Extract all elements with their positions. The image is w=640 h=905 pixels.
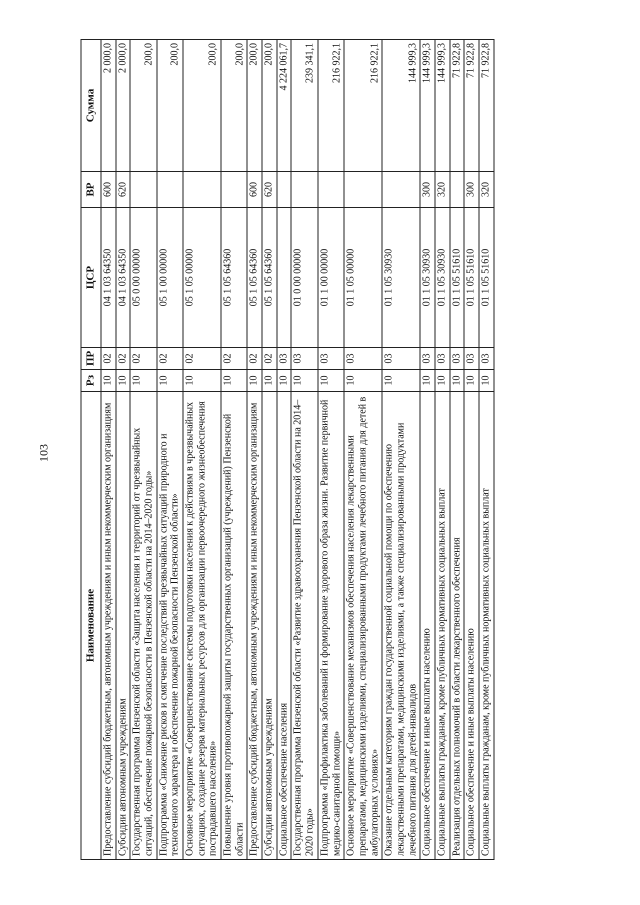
row-rz-cell: 10 [464, 370, 479, 392]
row-csr-cell: 05 1 05 64360 [221, 208, 247, 348]
row-rz-cell: 10 [116, 370, 131, 392]
row-name-cell: Социальные выплаты гражданам, кроме публичных нормативных социальных выплат [435, 392, 450, 860]
row-name-cell: Повышение уровня противопожарной защиты государственных организаций (учреждений) Пензенской области [221, 392, 247, 860]
row-pr-cell: 02 [221, 348, 247, 370]
row-csr-cell: 04 1 03 64350 [116, 208, 131, 348]
row-vr-cell [344, 172, 382, 208]
header-name: Наименование [81, 392, 101, 860]
row-vr-cell [450, 172, 465, 208]
table-row [262, 40, 277, 860]
row-pr-cell: 02 [130, 348, 156, 370]
row-rz-cell: 10 [247, 370, 262, 392]
row-sum-cell: 200,0 [183, 40, 221, 172]
row-csr-cell: 01 1 05 51610 [479, 208, 494, 348]
row-sum-cell: 200,0 [130, 40, 156, 172]
row-vr-cell [291, 172, 317, 208]
table-row [221, 40, 247, 860]
row-vr-cell [221, 172, 247, 208]
row-rz-cell: 10 [318, 370, 344, 392]
row-name-cell: Государственная программа Пензенской области «Развитие здравоохранения Пензенской области на 2014–2020 годы» [291, 392, 317, 860]
row-name-cell: Предоставление субсидий бюджетным, автономным учреждениям и иным некоммерческим организациям [101, 392, 116, 860]
row-sum-cell: 144 999,3 [382, 40, 420, 172]
row-csr-cell: 04 1 03 64350 [101, 208, 116, 348]
row-rz-cell: 10 [101, 370, 116, 392]
row-vr-cell: 620 [262, 172, 277, 208]
row-pr-cell: 03 [420, 348, 435, 370]
row-pr-cell: 03 [435, 348, 450, 370]
row-csr-cell: 01 1 05 00000 [344, 208, 382, 348]
row-name-cell: Подпрограмма «Профилактика заболеваний и формирование здорового образа жизни. Развитие первичной медико-санитарной помощи» [318, 392, 344, 860]
row-rz-cell: 10 [183, 370, 221, 392]
row-pr-cell: 03 [479, 348, 494, 370]
row-vr-cell: 300 [420, 172, 435, 208]
row-csr-cell: 01 1 05 30930 [435, 208, 450, 348]
row-csr-cell: 05 1 05 64360 [262, 208, 277, 348]
row-name-cell: Государственная программа Пензенской области «Защита населения и территорий от чрезвычайных ситуаций, обеспечение пожарной безопасности в Пензенской области на 2014–2020 годы» [130, 392, 156, 860]
row-name-cell: Социальное обеспечение и иные выплаты населению [420, 392, 435, 860]
row-rz-cell: 10 [221, 370, 247, 392]
row-rz-cell: 10 [344, 370, 382, 392]
row-sum-cell: 200,0 [262, 40, 277, 172]
row-vr-cell [277, 172, 292, 208]
row-sum-cell: 4 224 061,7 [277, 40, 292, 172]
row-sum-cell: 2 000,0 [116, 40, 131, 172]
row-csr-cell: 05 1 00 00000 [157, 208, 183, 348]
row-rz-cell: 10 [291, 370, 317, 392]
row-pr-cell: 03 [382, 348, 420, 370]
row-csr-cell: 01 1 05 51610 [450, 208, 465, 348]
table-row [382, 40, 420, 860]
table-row [101, 40, 116, 860]
row-rz-cell: 10 [262, 370, 277, 392]
row-csr-cell: 05 1 05 00000 [183, 208, 221, 348]
table-row [420, 40, 435, 860]
row-sum-cell: 71 922,8 [450, 40, 465, 172]
row-pr-cell: 02 [101, 348, 116, 370]
header-rz: Рз [81, 370, 101, 392]
table-row [450, 40, 465, 860]
row-pr-cell: 03 [450, 348, 465, 370]
row-pr-cell: 03 [464, 348, 479, 370]
budget-table [81, 39, 495, 860]
row-vr-cell [382, 172, 420, 208]
table-row [435, 40, 450, 860]
row-name-cell: Предоставление субсидий бюджетным, автономным учреждениям и иным некоммерческим организациям [247, 392, 262, 860]
row-vr-cell [318, 172, 344, 208]
row-pr-cell: 02 [157, 348, 183, 370]
row-pr-cell: 02 [116, 348, 131, 370]
header-vr: ВР [81, 172, 101, 208]
row-pr-cell: 02 [183, 348, 221, 370]
table-row [344, 40, 382, 860]
row-rz-cell: 10 [420, 370, 435, 392]
header-csr: ЦСР [81, 208, 101, 348]
row-vr-cell: 320 [435, 172, 450, 208]
row-sum-cell: 216 922,1 [318, 40, 344, 172]
row-pr-cell: 03 [318, 348, 344, 370]
row-vr-cell: 320 [479, 172, 494, 208]
row-sum-cell: 2 000,0 [101, 40, 116, 172]
row-sum-cell: 200,0 [221, 40, 247, 172]
row-pr-cell: 03 [277, 348, 292, 370]
row-vr-cell: 600 [101, 172, 116, 208]
row-rz-cell: 10 [157, 370, 183, 392]
row-name-cell: Подпрограмма «Снижение рисков и смягчение последствий чрезвычайных ситуаций природного и техногенного характера и обеспечение пожарной безопасности Пензенской области» [157, 392, 183, 860]
row-pr-cell: 02 [247, 348, 262, 370]
table-row [247, 40, 262, 860]
row-sum-cell: 144 999,3 [435, 40, 450, 172]
table-row [277, 40, 292, 860]
row-csr-cell: 01 0 00 00000 [291, 208, 317, 348]
row-pr-cell: 03 [291, 348, 317, 370]
row-name-cell: Реализация отдельных полномочий в области лекарственного обеспечения [450, 392, 465, 860]
row-name-cell: Субсидии автономным учреждениям [262, 392, 277, 860]
row-csr-cell: 05 0 00 00000 [130, 208, 156, 348]
row-vr-cell: 600 [247, 172, 262, 208]
row-rz-cell: 10 [277, 370, 292, 392]
table-body [101, 40, 494, 860]
row-sum-cell: 71 922,8 [464, 40, 479, 172]
table-row [464, 40, 479, 860]
table-row [116, 40, 131, 860]
row-sum-cell: 239 341,1 [291, 40, 317, 172]
table-row [479, 40, 494, 860]
table-row [291, 40, 317, 860]
row-csr-cell: 01 1 05 30930 [420, 208, 435, 348]
row-vr-cell [183, 172, 221, 208]
table-row [157, 40, 183, 860]
row-vr-cell [130, 172, 156, 208]
row-name-cell: Социальное обеспечение и иные выплаты населению [464, 392, 479, 860]
page-number: 103 [36, 444, 51, 462]
row-vr-cell: 300 [464, 172, 479, 208]
header-pr: ПР [81, 348, 101, 370]
row-sum-cell: 71 922,8 [479, 40, 494, 172]
row-sum-cell: 216 922,1 [344, 40, 382, 172]
row-rz-cell: 10 [382, 370, 420, 392]
table-row [130, 40, 156, 860]
row-name-cell: Социальное обеспечение населения [277, 392, 292, 860]
table-row [183, 40, 221, 860]
header-sum: Сумма [81, 40, 101, 172]
row-name-cell: Основное мероприятие «Совершенствование механизмов обеспечения населения лекарственными препаратами, медицинскими изделиями, специализированными продуктами лечебного питания для детей в амбулаторных условиях» [344, 392, 382, 860]
row-rz-cell: 10 [450, 370, 465, 392]
row-csr-cell: 01 1 00 00000 [318, 208, 344, 348]
row-csr-cell: 01 1 05 30930 [382, 208, 420, 348]
rotated-page-content [81, 40, 586, 860]
row-rz-cell: 10 [435, 370, 450, 392]
row-vr-cell [157, 172, 183, 208]
row-pr-cell: 03 [344, 348, 382, 370]
row-sum-cell: 200,0 [247, 40, 262, 172]
table-header-row [81, 40, 101, 860]
row-sum-cell: 144 999,3 [420, 40, 435, 172]
row-name-cell: Социальные выплаты гражданам, кроме публичных нормативных социальных выплат [479, 392, 494, 860]
row-name-cell: Основное мероприятие «Совершенствование системы подготовки населения к действиям в чрезвычайных ситуациях, создание резерва материальных ресурсов для организации первоочередного жизнеобеспечения пострадавшего населения» [183, 392, 221, 860]
row-csr-cell: 05 1 05 64360 [247, 208, 262, 348]
row-name-cell: Субсидии автономным учреждениям [116, 392, 131, 860]
row-name-cell: Оказание отдельным категориям граждан государственной социальной помощи по обеспечению лекарственными препаратами, медицинскими изделиями, а также специализированными продуктами лечебного питания для детей-инвалидов [382, 392, 420, 860]
row-rz-cell: 10 [130, 370, 156, 392]
row-pr-cell: 02 [262, 348, 277, 370]
row-vr-cell: 620 [116, 172, 131, 208]
row-csr-cell: 01 1 05 51610 [464, 208, 479, 348]
row-sum-cell: 200,0 [157, 40, 183, 172]
row-rz-cell: 10 [479, 370, 494, 392]
row-csr-cell [277, 208, 292, 348]
table-row [318, 40, 344, 860]
